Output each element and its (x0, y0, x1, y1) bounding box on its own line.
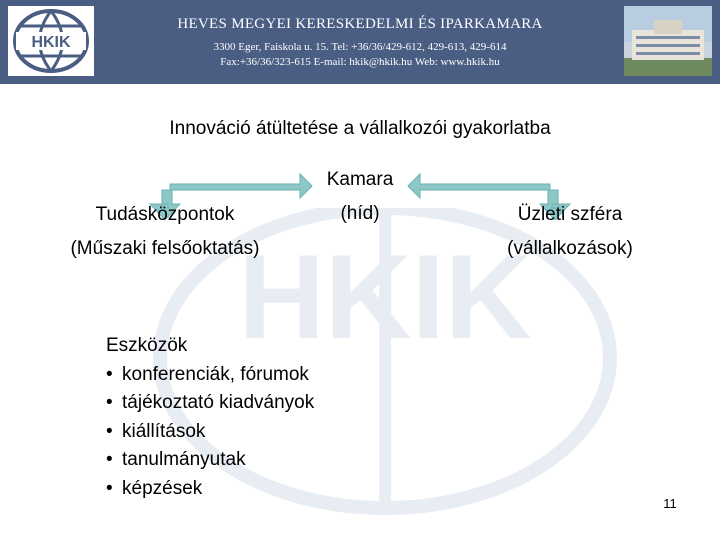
tools-section (106, 332, 314, 504)
tools-heading: Eszközök (106, 335, 188, 356)
list-item (106, 446, 314, 475)
bullet-icon: • (106, 363, 113, 385)
fax-email-web-line: Fax:+36/36/323-615 E-mail: hkik@hkik.hu Web: www.hkik.hu (220, 56, 500, 68)
tool-item-label: konferenciák, fórumok (122, 363, 309, 385)
chamber-name: HEVES MEGYEI KERESKEDELMI ÉS IPARKAMARA (177, 16, 543, 32)
building-photo (624, 6, 712, 76)
knowledge-centers-sublabel: (Műszaki felsőoktatás) (70, 238, 260, 259)
bullet-icon: • (106, 477, 113, 499)
list-item (106, 475, 314, 504)
bullet-icon: • (106, 392, 113, 414)
hkik-logo (8, 6, 94, 76)
bullet-icon: • (106, 449, 113, 471)
logo-text: HKIK (31, 34, 71, 51)
address-phone-line: 3300 Eger, Faiskola u. 15. Tel: +36/36/429-612, 429-613, 429-614 (213, 41, 507, 53)
list-item (106, 418, 314, 447)
knowledge-centers-node (30, 198, 300, 266)
header-banner (0, 0, 720, 84)
tool-item-label: tanulmányutak (122, 449, 246, 471)
business-sphere-sublabel: (vállalkozások) (507, 238, 633, 259)
chamber-node (300, 163, 420, 231)
bullet-icon: • (106, 420, 113, 442)
list-item (106, 389, 314, 418)
page-number: 11 (663, 496, 677, 511)
watermark-text: HKIK (238, 230, 532, 364)
business-sphere-node (470, 198, 670, 266)
slide-title: Innováció átültetése a vállalkozói gyakorlatba (169, 118, 551, 139)
tool-item-label: kiállítások (122, 420, 206, 442)
tool-item-label: képzések (122, 477, 203, 499)
business-sphere-label: Üzleti szféra (517, 204, 623, 225)
list-item (106, 361, 314, 390)
tool-item-label: tájékoztató kiadványok (122, 392, 315, 414)
knowledge-centers-label: Tudásközpontok (95, 204, 235, 225)
chamber-label: Kamara (326, 169, 394, 190)
tools-list (106, 361, 314, 504)
chamber-sublabel: (híd) (340, 203, 380, 224)
